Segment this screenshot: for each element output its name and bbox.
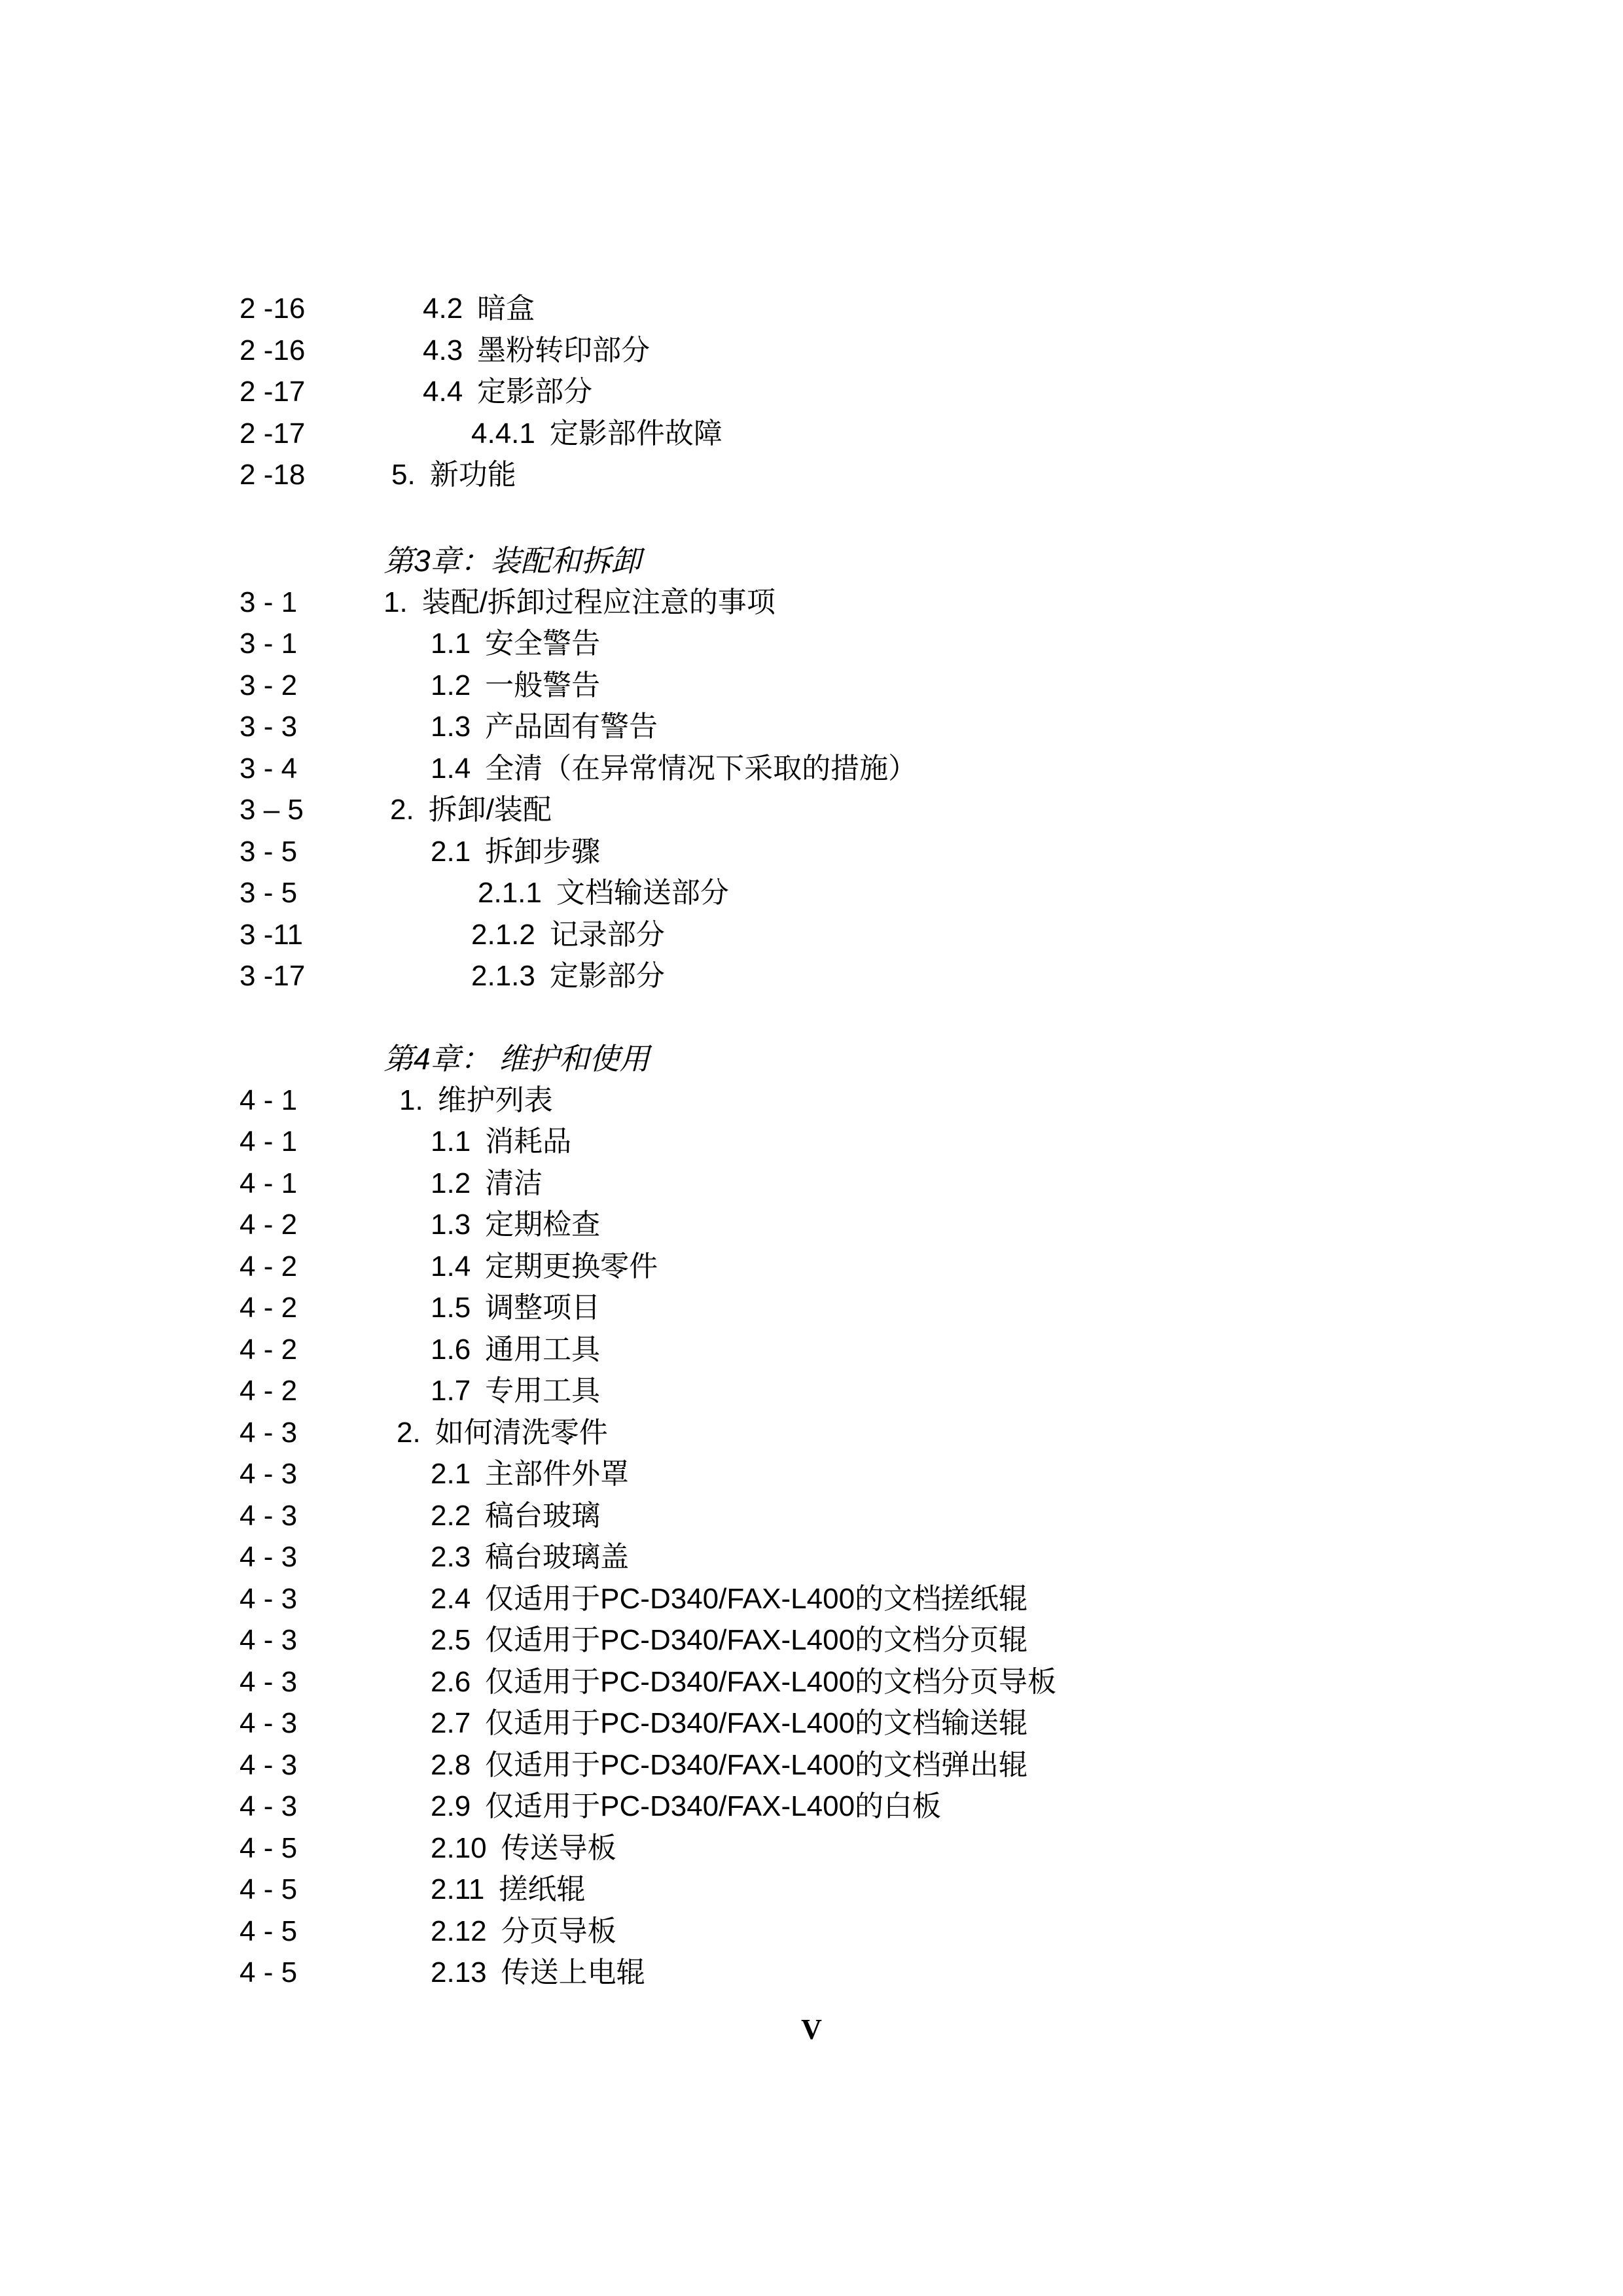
toc-section-number: 5. — [391, 459, 416, 491]
toc-entry — [0, 748, 1623, 790]
toc-section-title: 如何清洗零件 — [435, 1417, 608, 1449]
toc-page-number: 2 -17 — [240, 376, 306, 408]
toc-section-number: 1.3 — [431, 711, 471, 743]
toc-page-number: 4 - 1 — [240, 1167, 298, 1199]
toc-entry — [0, 914, 1623, 956]
toc-entry — [0, 872, 1623, 914]
toc-section-number: 1. — [383, 586, 408, 618]
toc-entry-text — [383, 582, 776, 624]
toc-entry-text — [431, 1370, 600, 1412]
toc-section-number: 2.1 — [431, 1458, 471, 1490]
toc-entry-text — [423, 288, 535, 330]
toc-section-title: 全清（在异常情况下采取的措施） — [485, 752, 918, 785]
toc-section-number: 2.1 — [431, 836, 471, 868]
toc-page-number: 3 - 3 — [240, 711, 298, 743]
toc-entry-text — [431, 1703, 1027, 1744]
toc-entry-text — [399, 1080, 553, 1122]
toc-section-title: 搓纸辊 — [499, 1873, 586, 1905]
page-folio: V — [801, 2013, 822, 2045]
toc-entry — [0, 1911, 1623, 1952]
toc-entry — [0, 1536, 1623, 1578]
toc-entry-text — [431, 1453, 629, 1495]
toc-section-number: 2.13 — [431, 1956, 487, 1988]
toc-entry-text — [478, 872, 729, 914]
toc-entry-text — [431, 748, 917, 790]
toc-page-number: 4 - 3 — [240, 1583, 298, 1615]
toc-section-title: 装配/拆卸过程应注意的事项 — [421, 586, 776, 618]
toc-section-title: 消耗品 — [485, 1125, 572, 1157]
toc-section-number: 1.4 — [431, 1250, 471, 1282]
toc-section-number: 2.7 — [431, 1707, 471, 1739]
toc-section-title: 安全警告 — [485, 627, 601, 660]
toc-entry-text — [431, 665, 600, 707]
toc-entry-text — [397, 1412, 608, 1454]
chapter-3-heading: 第3章：装配和拆卸 — [383, 544, 641, 578]
toc-section-title: 仅适用于PC-D340/FAX-L400的文档搓纸辊 — [485, 1583, 1028, 1615]
toc-entry — [0, 1453, 1623, 1495]
toc-entry-text — [423, 330, 650, 372]
toc-section-title: 分页导板 — [501, 1915, 616, 1947]
toc-section-number: 1.1 — [431, 1125, 471, 1157]
toc-entry — [0, 330, 1623, 372]
toc-page-number: 3 - 1 — [240, 627, 298, 660]
toc-section-number: 4.4.1 — [471, 417, 535, 450]
toc-section-number: 2.1.1 — [478, 877, 542, 909]
toc-entry — [0, 1619, 1623, 1661]
toc-section-title: 暗盒 — [477, 292, 535, 325]
toc-page-number: 3 -17 — [240, 960, 306, 992]
toc-section-title: 维护列表 — [437, 1084, 553, 1116]
toc-section-number: 2.1.2 — [471, 919, 535, 951]
toc-section-number: 1. — [399, 1084, 423, 1116]
toc-entry — [0, 623, 1623, 665]
toc-section-title: 仅适用于PC-D340/FAX-L400的文档输送辊 — [485, 1707, 1028, 1739]
toc-section-number: 2.2 — [431, 1500, 471, 1532]
toc-page-number: 4 - 2 — [240, 1250, 298, 1282]
toc-entry — [0, 1661, 1623, 1703]
toc-section-title: 仅适用于PC-D340/FAX-L400的文档分页导板 — [485, 1666, 1057, 1698]
toc-page-number: 4 - 3 — [240, 1541, 298, 1573]
toc-page-number: 3 - 5 — [240, 877, 298, 909]
toc-entry-text — [431, 1661, 1056, 1703]
toc-entry — [0, 454, 1623, 496]
toc-entry — [0, 1828, 1623, 1869]
toc-entry-text — [431, 1329, 600, 1371]
toc-section-title: 墨粉转印部分 — [477, 334, 651, 366]
toc-page-number: 4 - 2 — [240, 1333, 298, 1366]
toc-page-number: 4 - 3 — [240, 1458, 298, 1490]
toc-entry — [0, 1869, 1623, 1911]
toc-entry — [0, 1287, 1623, 1329]
toc-entry — [0, 1204, 1623, 1246]
toc-section-number: 2.6 — [431, 1666, 471, 1698]
toc-section-number: 1.2 — [431, 1167, 471, 1199]
toc-page-number: 4 - 3 — [240, 1666, 298, 1698]
toc-entry-text — [431, 1287, 600, 1329]
toc-page-number: 4 - 1 — [240, 1125, 298, 1157]
toc-section-title: 定期检查 — [485, 1209, 601, 1241]
toc-entry — [0, 1786, 1623, 1828]
toc-page-number: 4 - 1 — [240, 1084, 298, 1116]
toc-section-title: 新功能 — [429, 459, 516, 491]
toc-entry — [0, 1163, 1623, 1205]
toc-entry — [0, 371, 1623, 413]
toc-section-title: 定期更换零件 — [485, 1250, 658, 1282]
toc-section-number: 2.4 — [431, 1583, 471, 1615]
toc-section-number: 2. — [390, 794, 414, 826]
toc-entry-text — [431, 1869, 585, 1911]
toc-section-title: 主部件外罩 — [485, 1458, 630, 1490]
toc-entry-text — [391, 454, 516, 496]
toc-section-title: 传送导板 — [501, 1832, 616, 1864]
toc-section-title: 稿台玻璃盖 — [485, 1541, 630, 1573]
toc-entry — [0, 1370, 1623, 1412]
toc-section-number: 2.8 — [431, 1749, 471, 1781]
toc-entry — [0, 706, 1623, 748]
toc-section-number: 4.3 — [423, 334, 463, 366]
chapter-4-heading: 第4章： 维护和使用 — [383, 1042, 650, 1076]
toc-section-title: 稿台玻璃 — [485, 1500, 601, 1532]
toc-entry-text — [431, 831, 600, 873]
toc-entry-text — [431, 1744, 1027, 1786]
toc-section-number: 4.2 — [423, 292, 463, 325]
toc-entry — [0, 1744, 1623, 1786]
toc-section-number: 1.3 — [431, 1209, 471, 1241]
toc-entry-text — [431, 1204, 600, 1246]
toc-section-number: 1.4 — [431, 752, 471, 785]
toc-page-number: 4 - 3 — [240, 1749, 298, 1781]
toc-entry-text — [390, 789, 552, 831]
toc-section-title: 拆卸步骤 — [485, 836, 601, 868]
toc-page-number: 4 - 3 — [240, 1624, 298, 1656]
toc-page-number: 3 - 1 — [240, 586, 298, 618]
toc-page-number: 3 – 5 — [240, 794, 304, 826]
toc-section-title: 清洁 — [485, 1167, 543, 1199]
toc-entry — [0, 413, 1623, 455]
toc-entry-text — [431, 1536, 629, 1578]
toc-section-number: 2.10 — [431, 1832, 487, 1864]
toc-section-title: 拆卸/装配 — [428, 794, 552, 826]
toc-entry — [0, 1703, 1623, 1744]
toc-page-number: 4 - 5 — [240, 1915, 298, 1947]
toc-page-number: 2 -16 — [240, 334, 306, 366]
toc-entry — [0, 288, 1623, 330]
toc-section-title: 记录部分 — [549, 919, 665, 951]
toc-entry — [0, 955, 1623, 997]
toc-entry-text — [431, 1121, 571, 1163]
toc-section-title: 调整项目 — [485, 1292, 601, 1324]
toc-entry — [0, 1952, 1623, 1994]
toc-section-title: 仅适用于PC-D340/FAX-L400的文档弹出辊 — [485, 1749, 1028, 1781]
toc-page-number: 4 - 2 — [240, 1375, 298, 1407]
toc-section-title: 通用工具 — [485, 1333, 601, 1366]
toc-page-number: 4 - 2 — [240, 1209, 298, 1241]
toc-section-title: 文档输送部分 — [556, 877, 729, 909]
toc-section-number: 1.2 — [431, 669, 471, 701]
toc-entry-text — [431, 1163, 543, 1205]
toc-section-number: 1.7 — [431, 1375, 471, 1407]
toc-entry — [0, 1246, 1623, 1288]
toc-entry-text — [431, 623, 600, 665]
toc-section-number: 2.3 — [431, 1541, 471, 1573]
toc-page-number: 2 -16 — [240, 292, 306, 325]
toc-entry-text — [431, 1246, 658, 1288]
toc-page-number: 4 - 3 — [240, 1790, 298, 1822]
toc-entry-text — [431, 1495, 600, 1537]
toc-entry-text — [431, 1578, 1027, 1620]
toc-entry-text — [431, 1828, 616, 1869]
toc-page-number: 4 - 5 — [240, 1956, 298, 1988]
toc-section-title: 传送上电辊 — [501, 1956, 645, 1988]
toc-entry-text — [423, 371, 592, 413]
toc-entry-text — [431, 1786, 941, 1828]
toc-entry — [0, 1121, 1623, 1163]
toc-section-number: 1.1 — [431, 627, 471, 660]
toc-page-number: 4 - 3 — [240, 1707, 298, 1739]
toc-page-number: 3 - 2 — [240, 669, 298, 701]
toc-page-number: 4 - 2 — [240, 1292, 298, 1324]
toc-section-number: 2.11 — [431, 1873, 485, 1905]
toc-entry — [0, 831, 1623, 873]
toc-page-number: 2 -18 — [240, 459, 306, 491]
toc-section-number: 2.9 — [431, 1790, 471, 1822]
toc-section-number: 2.1.3 — [471, 960, 535, 992]
toc-section-number: 2.12 — [431, 1915, 487, 1947]
toc-page-number: 4 - 5 — [240, 1873, 298, 1905]
toc-entry-text — [431, 1619, 1027, 1661]
toc-entry — [0, 1412, 1623, 1454]
toc-section-title: 定影部分 — [477, 376, 593, 408]
toc-section-title: 专用工具 — [485, 1375, 601, 1407]
toc-entry — [0, 582, 1623, 624]
toc-page-number: 4 - 3 — [240, 1417, 298, 1449]
toc-entry-text — [431, 706, 658, 748]
toc-section-title: 定影部件故障 — [549, 417, 722, 450]
toc-entry — [0, 665, 1623, 707]
toc-section-title: 定影部分 — [549, 960, 665, 992]
toc-section-number: 4.4 — [423, 376, 463, 408]
toc-section-number: 1.6 — [431, 1333, 471, 1366]
toc-page-number: 3 - 5 — [240, 836, 298, 868]
toc-page-number: 4 - 3 — [240, 1500, 298, 1532]
toc-entry-text — [431, 1911, 616, 1952]
toc-section-title: 仅适用于PC-D340/FAX-L400的白板 — [485, 1790, 942, 1822]
toc-section-number: 1.5 — [431, 1292, 471, 1324]
toc-entry-text — [471, 413, 722, 455]
toc-page-number: 4 - 5 — [240, 1832, 298, 1864]
toc-entry — [0, 789, 1623, 831]
toc-section-title: 产品固有警告 — [485, 711, 658, 743]
toc-entry-text — [471, 955, 665, 997]
toc-page-number: 3 -11 — [240, 919, 304, 951]
toc-section-number: 2. — [397, 1417, 421, 1449]
toc-section-title: 仅适用于PC-D340/FAX-L400的文档分页辊 — [485, 1624, 1028, 1656]
toc-section-title: 一般警告 — [485, 669, 601, 701]
toc-page-number: 3 - 4 — [240, 752, 298, 785]
toc-entry-text — [431, 1952, 645, 1994]
toc-page-number: 2 -17 — [240, 417, 306, 450]
toc-section-number: 2.5 — [431, 1624, 471, 1656]
toc-entry — [0, 1329, 1623, 1371]
toc-entry — [0, 1578, 1623, 1620]
toc-entry — [0, 1495, 1623, 1537]
toc-entry — [0, 1080, 1623, 1122]
toc-entry-text — [471, 914, 665, 956]
